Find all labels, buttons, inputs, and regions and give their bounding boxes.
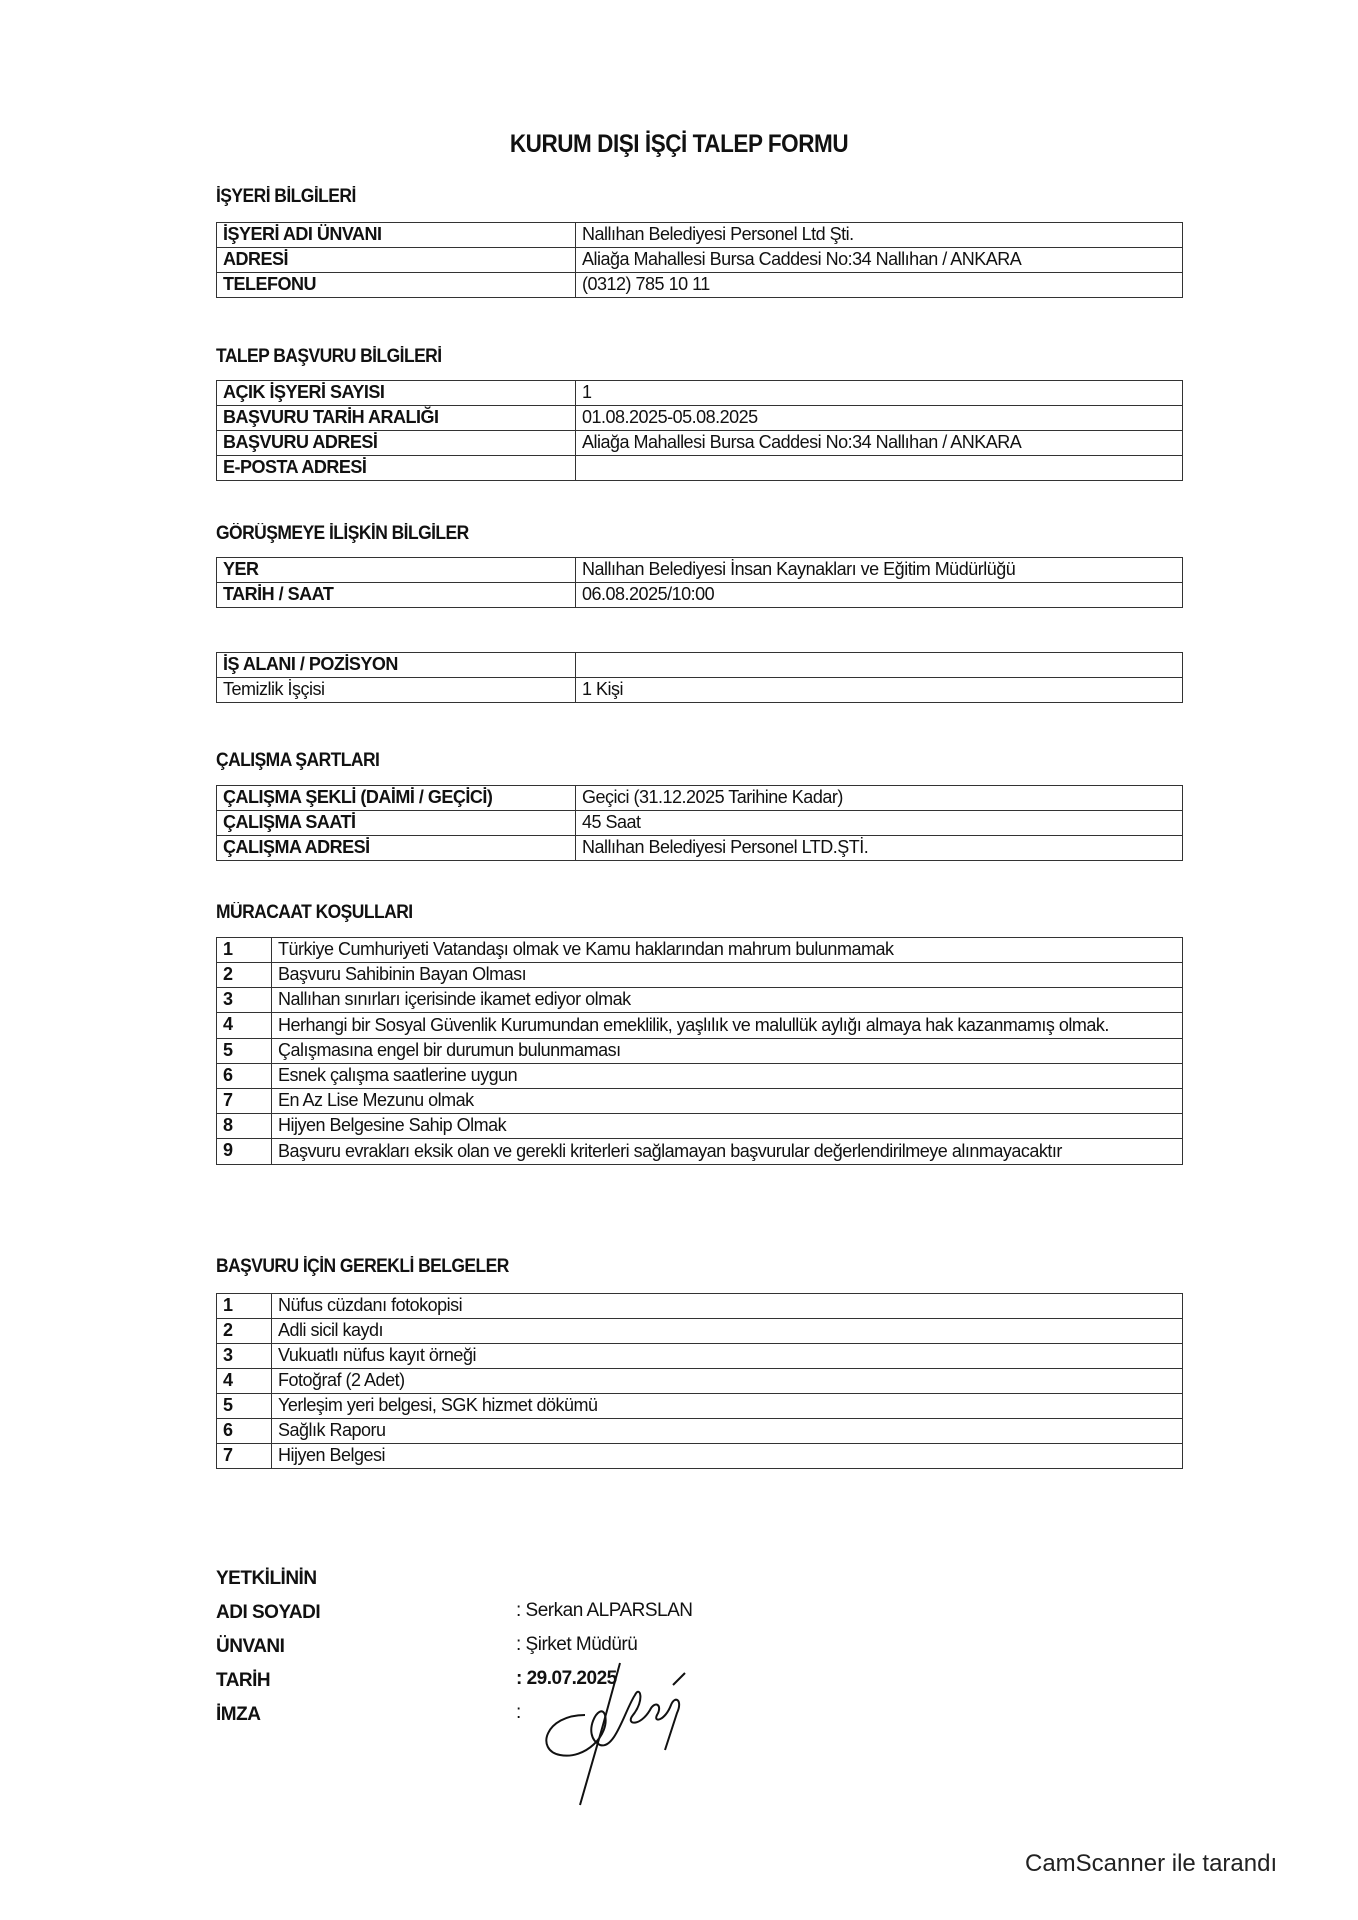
- imza-value: :: [516, 1702, 521, 1723]
- row-value: (0312) 785 10 11: [576, 273, 1183, 298]
- row-number: 4: [217, 1013, 272, 1039]
- row-value: 45 Saat: [576, 811, 1183, 836]
- section-heading-calisma: ÇALIŞMA ŞARTLARI: [216, 750, 380, 771]
- row-text: Başvuru Sahibinin Bayan Olması: [272, 963, 1183, 988]
- row-label: E-POSTA ADRESİ: [217, 456, 576, 481]
- row-value: Nallıhan Belediyesi Personel LTD.ŞTİ.: [576, 836, 1183, 861]
- adi-soyadi-label: ADI SOYADI: [216, 1602, 321, 1623]
- row-value: Aliağa Mahallesi Bursa Caddesi No:34 Nallıhan / ANKARA: [576, 431, 1183, 456]
- row-text: Hijyen Belgesi: [272, 1444, 1183, 1469]
- row-number: 6: [217, 1419, 272, 1444]
- row-label: AÇIK İŞYERİ SAYISI: [217, 381, 576, 406]
- row-label: BAŞVURU TARİH ARALIĞI: [217, 406, 576, 431]
- row-text: Fotoğraf (2 Adet): [272, 1369, 1183, 1394]
- row-text: Sağlık Raporu: [272, 1419, 1183, 1444]
- row-value: [576, 653, 1183, 678]
- isyeri-table: [216, 222, 1183, 298]
- row-value: [576, 456, 1183, 481]
- row-label: ÇALIŞMA ŞEKLİ (DAİMİ / GEÇİCİ): [217, 786, 576, 811]
- row-number: 1: [217, 1294, 272, 1319]
- row-value: 1 Kişi: [576, 678, 1183, 703]
- table-row: [217, 1013, 1183, 1039]
- row-number: 3: [217, 1344, 272, 1369]
- row-value: Nallıhan Belediyesi Personel Ltd Şti.: [576, 223, 1183, 248]
- row-number: 5: [217, 1394, 272, 1419]
- table-row: [217, 1394, 1183, 1419]
- row-number: 1: [217, 938, 272, 963]
- table-row: [217, 1114, 1183, 1139]
- row-value: 01.08.2025-05.08.2025: [576, 406, 1183, 431]
- form-title: KURUM DIŞI İŞÇİ TALEP FORMU: [509, 130, 849, 158]
- section-heading-gorusme: GÖRÜŞMEYE İLİŞKİN BİLGİLER: [216, 523, 469, 544]
- row-number: 2: [217, 1319, 272, 1344]
- row-label: İŞYERİ ADI ÜNVANI: [217, 223, 576, 248]
- row-number: 6: [217, 1064, 272, 1089]
- table-row: [217, 1444, 1183, 1469]
- row-text: Türkiye Cumhuriyeti Vatandaşı olmak ve Kamu haklarından mahrum bulunmamak: [272, 938, 1183, 963]
- table-row: [217, 963, 1183, 988]
- row-value: Nallıhan Belediyesi İnsan Kaynakları ve Eğitim Müdürlüğü: [576, 558, 1183, 583]
- row-text: En Az Lise Mezunu olmak: [272, 1089, 1183, 1114]
- table-row: [217, 406, 1183, 431]
- calisma-table: [216, 785, 1183, 861]
- row-text: Hijyen Belgesine Sahip Olmak: [272, 1114, 1183, 1139]
- table-row: [217, 223, 1183, 248]
- table-row: [217, 1064, 1183, 1089]
- table-row: [217, 456, 1183, 481]
- table-row: [217, 273, 1183, 298]
- adi-soyadi-value: : Serkan ALPARSLAN: [516, 1600, 693, 1621]
- row-label: ÇALIŞMA SAATİ: [217, 811, 576, 836]
- tarih-label: TARİH: [216, 1670, 271, 1691]
- table-row: [217, 558, 1183, 583]
- table-row: [217, 381, 1183, 406]
- row-number: 4: [217, 1369, 272, 1394]
- table-row: [217, 836, 1183, 861]
- table-row: [217, 583, 1183, 608]
- pozisyon-table: [216, 652, 1183, 703]
- row-label: TELEFONU: [217, 273, 576, 298]
- talep-table: [216, 380, 1183, 481]
- table-row: [217, 1344, 1183, 1369]
- row-number: 9: [217, 1139, 272, 1165]
- tarih-value: : 29.07.2025: [516, 1668, 617, 1689]
- row-number: 8: [217, 1114, 272, 1139]
- table-row: [217, 811, 1183, 836]
- yetkili-heading: YETKİLİNİN: [216, 1568, 317, 1589]
- row-text: Nüfus cüzdanı fotokopisi: [272, 1294, 1183, 1319]
- signature-image: [525, 1655, 715, 1815]
- table-row: [217, 938, 1183, 963]
- table-row: [217, 653, 1183, 678]
- table-row: [217, 678, 1183, 703]
- row-label: BAŞVURU ADRESİ: [217, 431, 576, 456]
- row-text: Herhangi bir Sosyal Güvenlik Kurumundan emeklilik, yaşlılık ve malullük aylığı almaya hak kazanmamış olmak.: [272, 1013, 1183, 1039]
- row-number: 7: [217, 1089, 272, 1114]
- row-label: Temizlik İşçisi: [217, 678, 576, 703]
- gorusme-table: [216, 557, 1183, 608]
- table-row: [217, 1139, 1183, 1165]
- belgeler-table: [216, 1293, 1183, 1469]
- row-number: 3: [217, 988, 272, 1013]
- row-number: 7: [217, 1444, 272, 1469]
- table-row: [217, 1369, 1183, 1394]
- row-value: Aliağa Mahallesi Bursa Caddesi No:34 Nallıhan / ANKARA: [576, 248, 1183, 273]
- table-row: [217, 1294, 1183, 1319]
- table-row: [217, 1319, 1183, 1344]
- row-label: TARİH / SAAT: [217, 583, 576, 608]
- table-row: [217, 786, 1183, 811]
- section-heading-talep: TALEP BAŞVURU BİLGİLERİ: [216, 346, 442, 367]
- row-text: Nallıhan sınırları içerisinde ikamet ediyor olmak: [272, 988, 1183, 1013]
- row-number: 2: [217, 963, 272, 988]
- row-text: Yerleşim yeri belgesi, SGK hizmet dökümü: [272, 1394, 1183, 1419]
- row-value: Geçici (31.12.2025 Tarihine Kadar): [576, 786, 1183, 811]
- table-row: [217, 1039, 1183, 1064]
- row-text: Adli sicil kaydı: [272, 1319, 1183, 1344]
- camscanner-footer: CamScanner ile tarandı: [1025, 1850, 1278, 1877]
- row-label: YER: [217, 558, 576, 583]
- row-text: Başvuru evrakları eksik olan ve gerekli kriterleri sağlamayan başvurular değerlendirilmeye alınmayacaktır: [272, 1139, 1183, 1165]
- table-row: [217, 248, 1183, 273]
- section-heading-belgeler: BAŞVURU İÇİN GEREKLİ BELGELER: [216, 1256, 509, 1277]
- table-row: [217, 988, 1183, 1013]
- table-row: [217, 1419, 1183, 1444]
- unvani-value: : Şirket Müdürü: [516, 1634, 638, 1655]
- row-text: Vukuatlı nüfus kayıt örneği: [272, 1344, 1183, 1369]
- row-number: 5: [217, 1039, 272, 1064]
- imza-label: İMZA: [216, 1704, 261, 1725]
- section-heading-isyeri: İŞYERİ BİLGİLERİ: [216, 186, 356, 207]
- unvani-label: ÜNVANI: [216, 1636, 285, 1657]
- row-label: ÇALIŞMA ADRESİ: [217, 836, 576, 861]
- row-label: ADRESİ: [217, 248, 576, 273]
- row-label: İŞ ALANI / POZİSYON: [217, 653, 576, 678]
- row-text: Çalışmasına engel bir durumun bulunmaması: [272, 1039, 1183, 1064]
- table-row: [217, 1089, 1183, 1114]
- table-row: [217, 431, 1183, 456]
- row-value: 06.08.2025/10:00: [576, 583, 1183, 608]
- row-text: Esnek çalışma saatlerine uygun: [272, 1064, 1183, 1089]
- section-heading-muracaat: MÜRACAAT KOŞULLARI: [216, 902, 413, 923]
- muracaat-table: [216, 937, 1183, 1165]
- row-value: 1: [576, 381, 1183, 406]
